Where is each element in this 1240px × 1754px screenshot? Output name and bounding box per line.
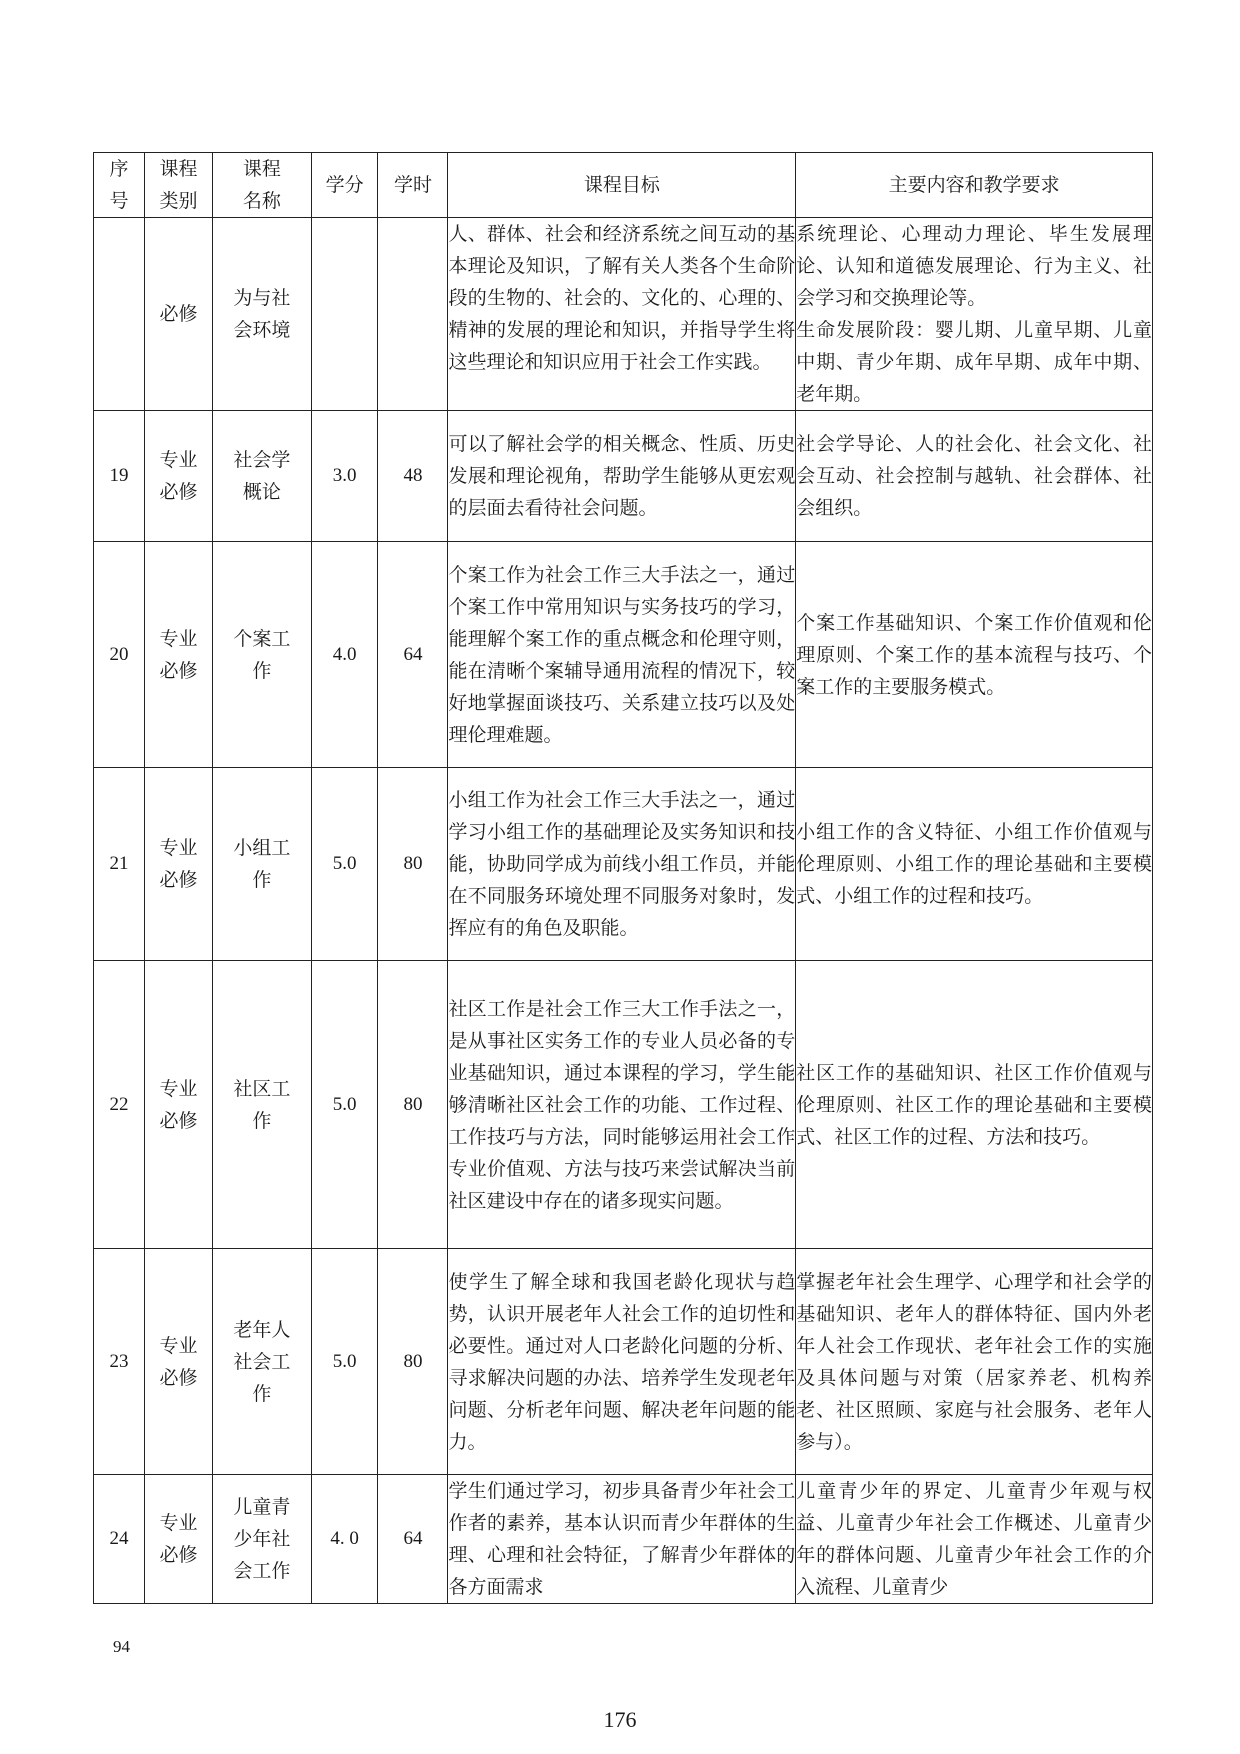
cell-goal: 小组工作为社会工作三大手法之一，通过学习小组工作的基础理论及实务知识和技能，协助同学成为前线小组工作员，并能在不同服务环境处理不同服务对象时，发挥应有的角色及职能。 [448,768,796,961]
cell-no: 23 [94,1249,145,1475]
cell-category: 必修 [145,218,213,411]
cell-name: 小组工 作 [212,768,311,961]
cell-no [94,218,145,411]
cell-credits: 4.0 [311,542,378,768]
header-name: 课程 名称 [212,153,311,218]
cell-credits [311,218,378,411]
table-row [94,1249,1153,1475]
cell-no: 19 [94,411,145,542]
cell-content: 系统理论、心理动力理论、毕生发展理论、认知和道德发展理论、行为主义、社会学习和交换理论等。 生命发展阶段：婴儿期、儿童早期、儿童中期、青少年期、成年早期、成年中期、老年期。 [796,218,1153,411]
cell-name: 为与社 会环境 [212,218,311,411]
cell-category: 专业 必修 [145,1249,213,1475]
cell-hours: 80 [378,961,448,1249]
table-row [94,411,1153,542]
cell-credits: 3.0 [311,411,378,542]
page-number-small: 94 [113,1637,130,1656]
table-row [94,218,1153,411]
cell-name: 儿童青 少年社 会工作 [212,1475,311,1604]
header-hours: 学时 [378,153,448,218]
cell-hours: 48 [378,411,448,542]
cell-credits: 5.0 [311,768,378,961]
header-category: 课程 类别 [145,153,213,218]
cell-category: 专业 必修 [145,768,213,961]
cell-name: 老年人 社会工 作 [212,1249,311,1475]
cell-no: 20 [94,542,145,768]
cell-no: 24 [94,1475,145,1604]
cell-credits: 5.0 [311,1249,378,1475]
cell-hours: 80 [378,768,448,961]
cell-hours [378,218,448,411]
table-row [94,768,1153,961]
header-no: 序 号 [94,153,145,218]
page-number: 176 [603,1707,637,1732]
cell-no: 22 [94,961,145,1249]
table-row [94,1475,1153,1604]
cell-category: 专业 必修 [145,411,213,542]
cell-category: 专业 必修 [145,1475,213,1604]
cell-goal: 学生们通过学习，初步具备青少年社会工作者的素养，基本认识而青少年群体的生理、心理和社会特征，了解青少年群体的各方面需求 [448,1475,796,1604]
cell-content: 掌握老年社会生理学、心理学和社会学的基础知识、老年人的群体特征、国内外老年人社会工作现状、老年社会工作的实施及具体问题与对策（居家养老、机构养老、社区照顾、家庭与社会服务、老年人参与）。 [796,1249,1153,1475]
cell-content: 社区工作的基础知识、社区工作价值观与伦理原则、社区工作的理论基础和主要模式、社区工作的过程、方法和技巧。 [796,961,1153,1249]
course-table [93,152,1153,1604]
cell-content: 社会学导论、人的社会化、社会文化、社会互动、社会控制与越轨、社会群体、社会组织。 [796,411,1153,542]
cell-hours: 64 [378,1475,448,1604]
cell-content: 小组工作的含义特征、小组工作价值观与伦理原则、小组工作的理论基础和主要模式、小组工作的过程和技巧。 [796,768,1153,961]
cell-goal: 使学生了解全球和我国老龄化现状与趋势，认识开展老年人社会工作的迫切性和必要性。通过对人口老龄化问题的分析、寻求解决问题的办法、培养学生发现老年问题、分析老年问题、解决老年问题的能力。 [448,1249,796,1475]
cell-content: 个案工作基础知识、个案工作价值观和伦理原则、个案工作的基本流程与技巧、个案工作的主要服务模式。 [796,542,1153,768]
header-content: 主要内容和教学要求 [796,153,1153,218]
table-row [94,542,1153,768]
cell-name: 社区工 作 [212,961,311,1249]
header-goal: 课程目标 [448,153,796,218]
cell-hours: 64 [378,542,448,768]
cell-no: 21 [94,768,145,961]
cell-content: 儿童青少年的界定、儿童青少年观与权益、儿童青少年社会工作概述、儿童青少年的群体问题、儿童青少年社会工作的介入流程、儿童青少 [796,1475,1153,1604]
cell-goal: 个案工作为社会工作三大手法之一，通过个案工作中常用知识与实务技巧的学习，能理解个案工作的重点概念和伦理守则，能在清晰个案辅导通用流程的情况下，较好地掌握面谈技巧、关系建立技巧以及处理伦理难题。 [448,542,796,768]
cell-goal: 可以了解社会学的相关概念、性质、历史发展和理论视角，帮助学生能够从更宏观的层面去看待社会问题。 [448,411,796,542]
cell-credits: 5.0 [311,961,378,1249]
cell-name: 社会学 概论 [212,411,311,542]
cell-category: 专业 必修 [145,961,213,1249]
header-credits: 学分 [311,153,378,218]
cell-category: 专业 必修 [145,542,213,768]
header-row [94,153,1153,218]
cell-credits: 4. 0 [311,1475,378,1604]
table-row [94,961,1153,1249]
cell-goal: 社区工作是社会工作三大工作手法之一，是从事社区实务工作的专业人员必备的专业基础知识，通过本课程的学习，学生能够清晰社区社会工作的功能、工作过程、工作技巧与方法，同时能够运用社会工作专业价值观、方法与技巧来尝试解决当前社区建设中存在的诸多现实问题。 [448,961,796,1249]
cell-hours: 80 [378,1249,448,1475]
cell-goal: 人、群体、社会和经济系统之间互动的基本理论及知识，了解有关人类各个生命阶段的生物的、社会的、文化的、心理的、精神的发展的理论和知识，并指导学生将这些理论和知识应用于社会工作实践。 [448,218,796,411]
cell-name: 个案工 作 [212,542,311,768]
